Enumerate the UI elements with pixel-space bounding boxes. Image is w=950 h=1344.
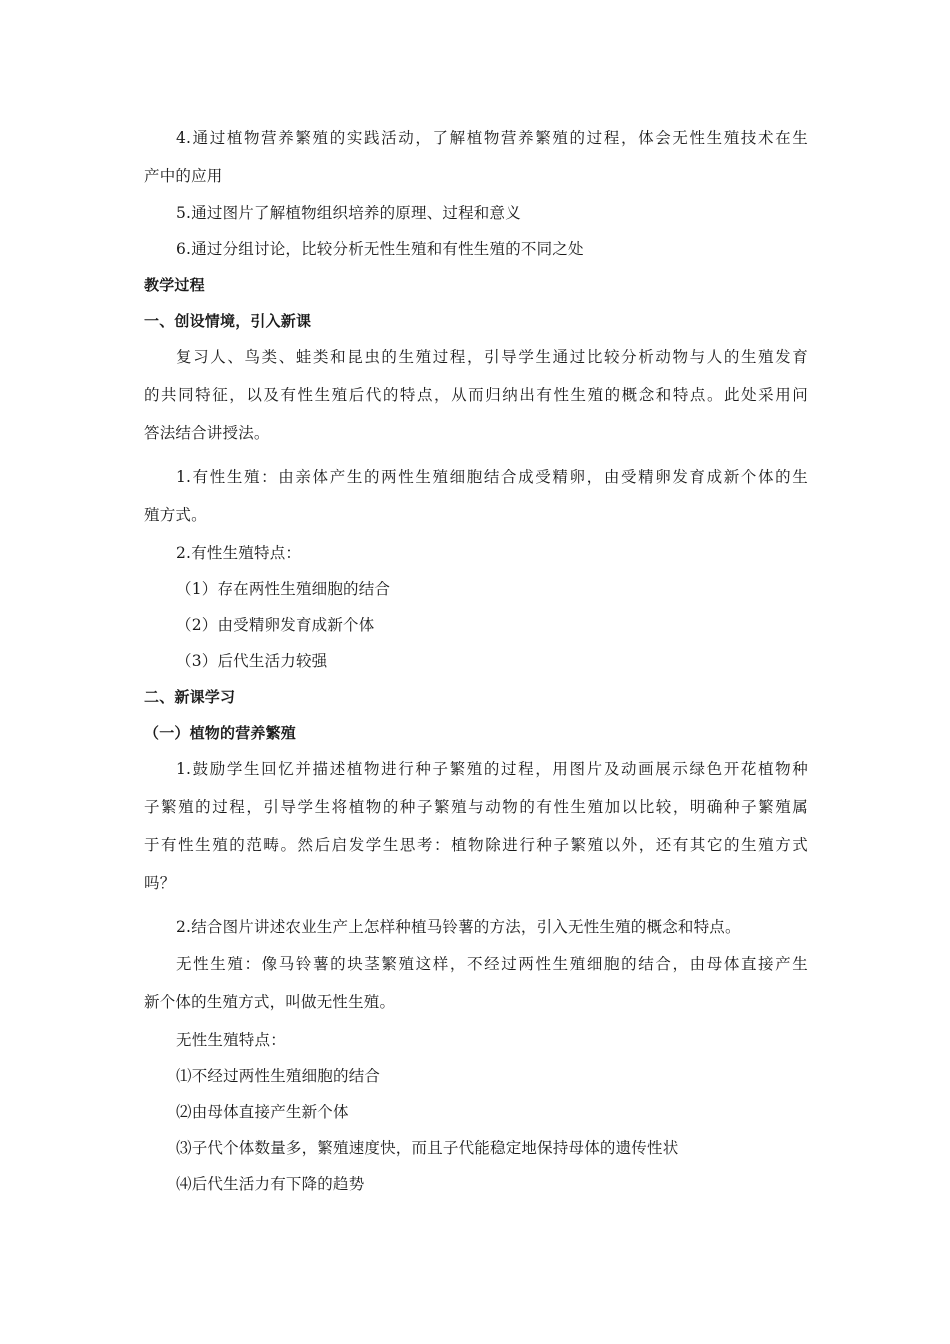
section-1-intro-line-3: 答法结合讲授法。	[144, 424, 270, 442]
sexual-reproduction-definition-line-2: 殖方式。	[144, 506, 207, 524]
asexual-feature-4: ⑷后代生活力有下降的趋势	[176, 1175, 365, 1193]
asexual-reproduction-definition-line-2: 新个体的生殖方式，叫做无性生殖。	[144, 993, 396, 1011]
subsection-1-paragraph-1-line-2: 子繁殖的过程，引导学生将植物的种子繁殖与动物的有性生殖加以比较，明确种子繁殖属	[144, 798, 808, 816]
sexual-feature-1: （1）存在两性生殖细胞的结合	[176, 580, 391, 598]
subsection-1-paragraph-2: 2.结合图片讲述农业生产上怎样种植马铃薯的方法，引入无性生殖的概念和特点。	[176, 918, 741, 936]
asexual-feature-1: ⑴不经过两性生殖细胞的结合	[176, 1067, 381, 1085]
objective-4-line-1: 4.通过植物营养繁殖的实践活动，了解植物营养繁殖的过程，体会无性生殖技术在生	[176, 129, 808, 147]
objective-6: 6.通过分组讨论，比较分析无性生殖和有性生殖的不同之处	[176, 240, 584, 258]
sexual-feature-2: （2）由受精卵发育成新个体	[176, 616, 375, 634]
asexual-reproduction-definition-line-1: 无性生殖：像马铃薯的块茎繁殖这样，不经过两性生殖细胞的结合，由母体直接产生	[176, 955, 808, 973]
section-1-intro-line-2: 的共同特征，以及有性生殖后代的特点，从而归纳出有性生殖的概念和特点。此处采用问	[144, 386, 808, 404]
objective-5: 5.通过图片了解植物组织培养的原理、过程和意义	[176, 204, 521, 222]
section-1-intro-line-1: 复习人、鸟类、蛙类和昆虫的生殖过程，引导学生通过比较分析动物与人的生殖发育	[176, 348, 808, 366]
asexual-feature-2: ⑵由母体直接产生新个体	[176, 1103, 349, 1121]
sexual-features-title: 2.有性生殖特点：	[176, 544, 302, 562]
objective-4-line-2: 产中的应用	[144, 167, 223, 185]
asexual-feature-3: ⑶子代个体数量多，繁殖速度快，而且子代能稳定地保持母体的遗传性状	[176, 1139, 679, 1157]
sexual-reproduction-definition-line-1: 1.有性生殖：由亲体产生的两性生殖细胞结合成受精卵，由受精卵发育成新个体的生	[176, 468, 808, 486]
asexual-features-title: 无性生殖特点：	[176, 1031, 286, 1049]
teaching-process-heading: 教学过程	[144, 276, 205, 294]
section-2-heading: 二、新课学习	[144, 688, 236, 706]
sexual-feature-3: （3）后代生活力较强	[176, 652, 328, 670]
subsection-1-paragraph-1-line-1: 1.鼓励学生回忆并描述植物进行种子繁殖的过程，用图片及动画展示绿色开花植物种	[176, 760, 808, 778]
subsection-1-heading: （一）植物的营养繁殖	[144, 724, 297, 742]
subsection-1-paragraph-1-line-4: 吗？	[144, 874, 176, 892]
section-1-heading: 一、创设情境，引入新课	[144, 312, 312, 330]
subsection-1-paragraph-1-line-3: 于有性生殖的范畴。然后启发学生思考：植物除进行种子繁殖以外，还有其它的生殖方式	[144, 836, 808, 854]
